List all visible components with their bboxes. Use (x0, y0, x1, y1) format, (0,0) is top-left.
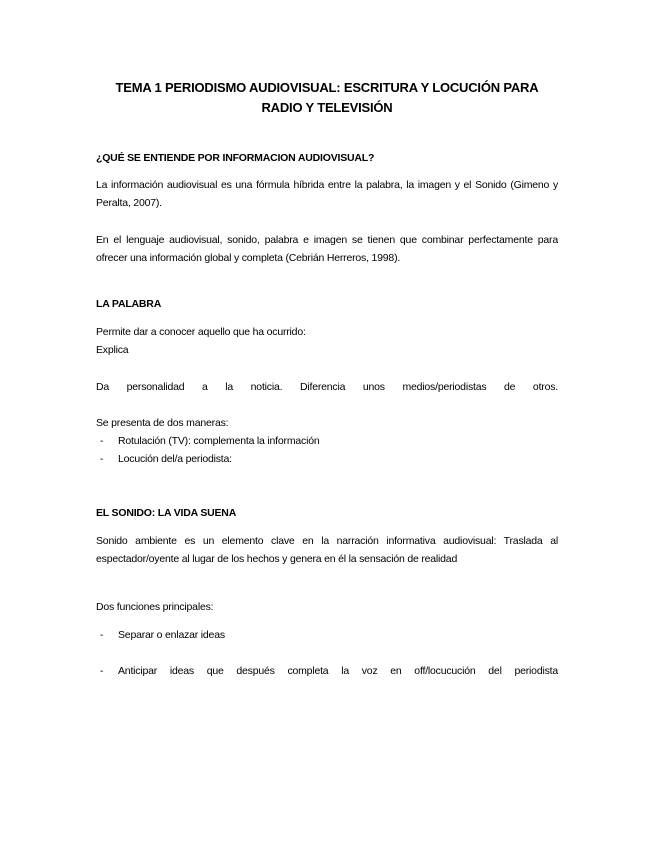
intro-paragraph-2: En el lenguaje audiovisual, sonido, palabra e imagen se tienen que combinar perfectamente para ofrecer una información global y completa (Cebrián Herreros, 1998). (96, 234, 558, 264)
bullet-dash: - (100, 435, 104, 447)
intro-paragraph-1: La información audiovisual es una fórmula híbrida entre la palabra, la imagen y el Sonido (Gimeno y Peralta, 2007). (96, 179, 558, 209)
list-item (100, 434, 320, 448)
bullet-dash: - (100, 629, 104, 641)
palabra-line-explica: Explica (96, 344, 129, 356)
bullet-dash: - (100, 665, 104, 677)
document-title (96, 78, 558, 118)
palabra-line-personalidad: Da personalidad a la noticia. Diferencia unos medios/periodistas de otros. (96, 381, 558, 393)
list-item (100, 628, 225, 642)
title-line-1: TEMA 1 PERIODISMO AUDIOVISUAL: ESCRITURA Y LOCUCIÓN PARA (115, 80, 539, 95)
list-item-text: Anticipar ideas que después completa la voz en off/locucución del periodista (118, 665, 558, 677)
sonido-line-funciones: Dos funciones principales: (96, 601, 214, 613)
heading-el-sonido: EL SONIDO: LA VIDA SUENA (96, 507, 237, 519)
palabra-line-permite: Permite dar a conocer aquello que ha ocurrido: (96, 326, 306, 338)
list-item-text: Rotulación (TV): complementa la información (118, 435, 320, 447)
bullet-dash: - (100, 453, 104, 465)
list-item (100, 452, 232, 466)
title-line-2: RADIO Y TELEVISIÓN (261, 100, 393, 115)
palabra-line-maneras: Se presenta de dos maneras: (96, 417, 229, 429)
sonido-paragraph-1: Sonido ambiente es un elemento clave en la narración informativa audiovisual: Traslada al espectador/oyente al lugar de los hechos y genera en él la sensación de realidad (96, 535, 558, 565)
list-item-text: Locución del/a periodista: (118, 453, 232, 465)
heading-la-palabra: LA PALABRA (96, 298, 162, 310)
list-item-text: Separar o enlazar ideas (118, 629, 225, 641)
heading-informacion-audiovisual: ¿QUÉ SE ENTIENDE POR INFORMACION AUDIOVISUAL? (96, 152, 375, 164)
